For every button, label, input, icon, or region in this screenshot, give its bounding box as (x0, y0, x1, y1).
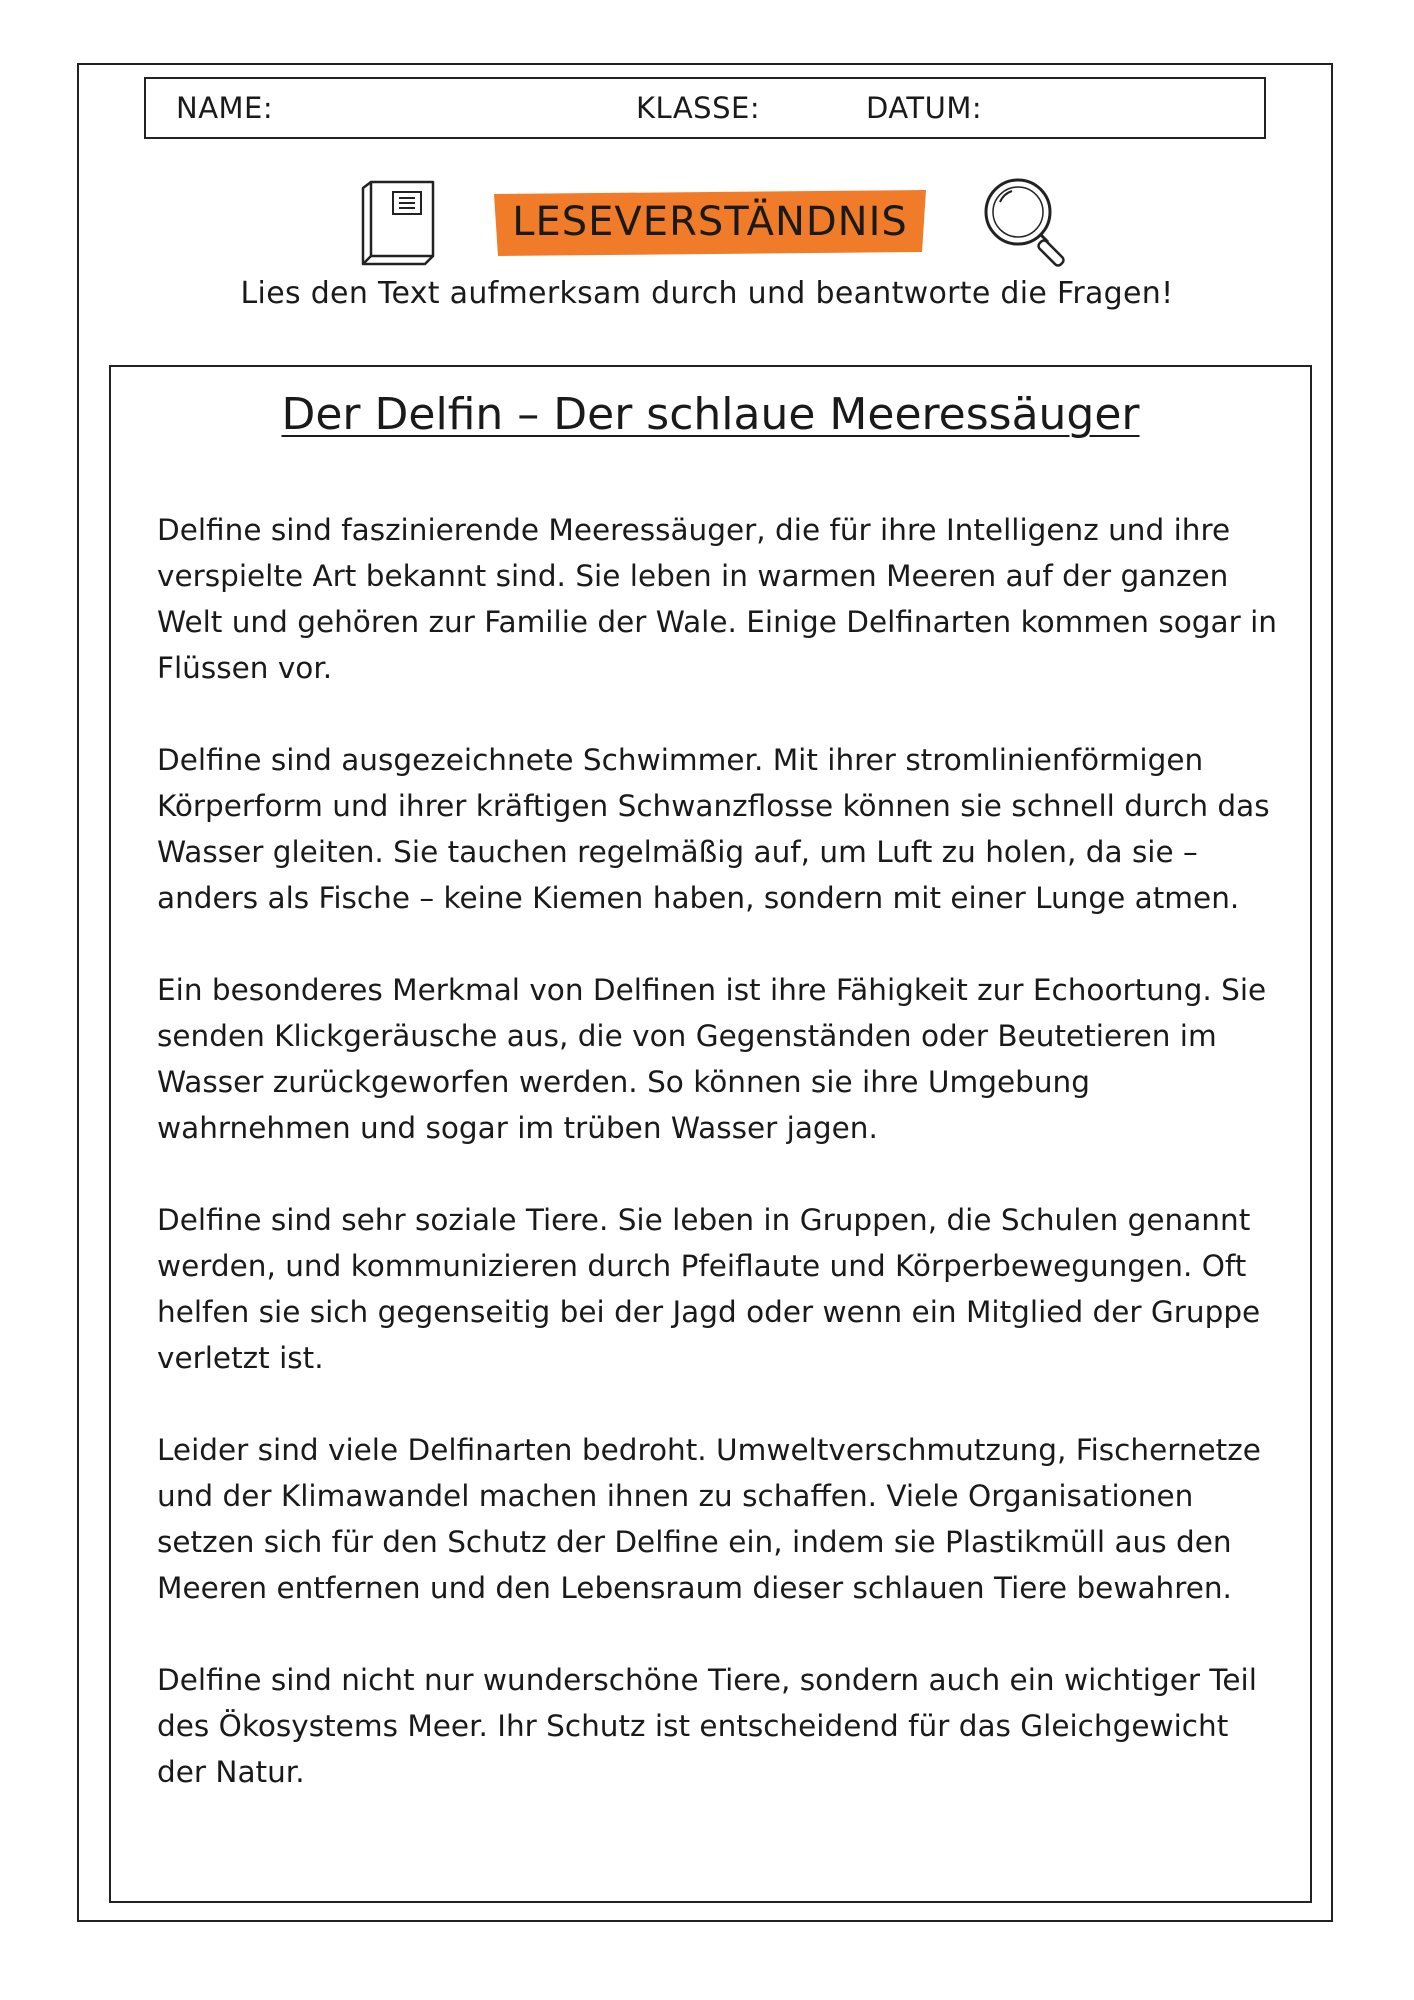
paragraph: Delfine sind faszinierende Meeressäuger, die für ihre Intelligenz und ihre verspielte Art bekannt sind. Sie leben in warmen Meeren auf der ganzen Welt und gehören zur Familie der Wale. Einige Delfinarten kommen sogar in Flüssen vor. (157, 513, 1277, 685)
reading-text-title: Der Delfin – Der schlaue Meeressäuger (281, 389, 1140, 440)
title-banner (488, 186, 932, 258)
reading-text-body (157, 507, 1277, 1841)
magnifier-icon (978, 172, 1070, 274)
banner-title: LESEVERSTÄNDNIS (512, 199, 908, 245)
paragraph: Leider sind viele Delfinarten bedroht. Umweltverschmutzung, Fischernetze und der Klimawandel machen ihnen zu schaffen. Viele Organisationen setzen sich für den Schutz der Delfine ein, indem sie Plastikmüll aus den Meeren entfernen und den Lebensraum dieser schlauen Tiere bewahren. (157, 1433, 1261, 1605)
book-icon (357, 176, 441, 268)
name-field-label: NAME: (176, 91, 274, 125)
class-field-label: KLASSE: (636, 91, 761, 125)
paragraph: Delfine sind sehr soziale Tiere. Sie leben in Gruppen, die Schulen genannt werden, und kommunizieren durch Pfeiflaute und Körperbewegungen. Oft helfen sie sich gegenseitig bei der Jagd oder wenn ein Mitglied der Gruppe verletzt ist. (157, 1203, 1261, 1375)
student-info-header (144, 77, 1266, 139)
date-field-label: DATUM: (866, 91, 983, 125)
instruction-text: Lies den Text aufmerksam durch und beantworte die Fragen! (240, 276, 1174, 311)
paragraph: Delfine sind nicht nur wunderschöne Tiere, sondern auch ein wichtiger Teil des Ökosystems Meer. Ihr Schutz ist entscheidend für das Gleichgewicht der Natur. (157, 1663, 1257, 1789)
paragraph: Delfine sind ausgezeichnete Schwimmer. Mit ihrer stromlinienförmigen Körperform und ihrer kräftigen Schwanzflosse können sie schnell durch das Wasser gleiten. Sie tauchen regelmäßig auf, um Luft zu holen, da sie – anders als Fische – keine Kiemen haben, sondern mit einer Lunge atmen. (157, 743, 1270, 915)
reading-text-box (109, 365, 1312, 1903)
worksheet-title-row (0, 168, 1414, 278)
paragraph: Ein besonderes Merkmal von Delfinen ist ihre Fähigkeit zur Echoortung. Sie senden Klickgeräusche aus, die von Gegenständen oder Beutetieren im Wasser zurückgeworfen werden. So können sie ihre Umgebung wahrnehmen und sogar im trüben Wasser jagen. (157, 973, 1267, 1145)
